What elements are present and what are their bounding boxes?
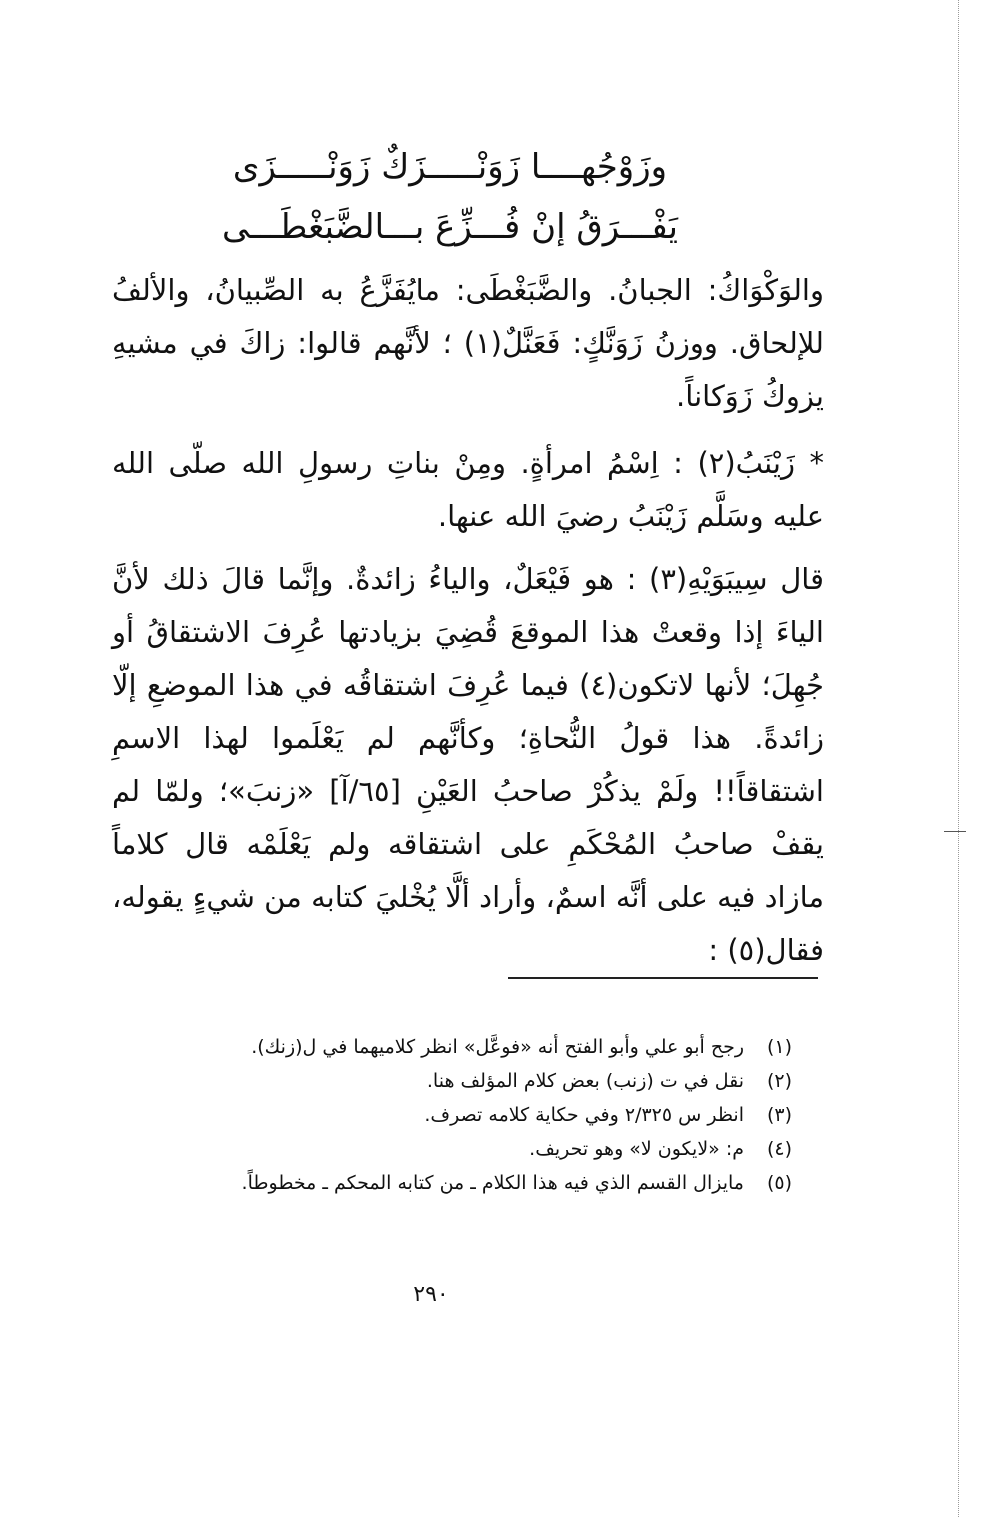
footnote-item [200,1098,792,1132]
footnote-item [200,1166,792,1200]
verse-line-1: وزَوْجُهــــا زَوَنْـــــزَكٌ زَوَنْـــــزَى [232,147,668,187]
footnote-text: انظر س ٢/٣٢٥ وفي حكاية كلامه تصرف. [424,1104,744,1126]
footnote-number: (١) [766,1036,792,1058]
footnote-number: (٤) [766,1138,792,1160]
footnote-item [200,1064,792,1098]
footnote-text: مايزال القسم الذي فيه هذا الكلام ـ من كتابه المحكم ـ مخطوطاً. [241,1172,744,1194]
footnote-separator [508,977,818,979]
footnote-text: نقل في ت (زنب) بعض كلام المؤلف هنا. [426,1070,744,1092]
verse-line-2: يَفْـــرَقُ إنْ فُـــزِّعَ بـــالضَّبَغْطَـــى [221,207,679,247]
footnote-number: (٥) [766,1172,792,1194]
paragraph-sibawayh: قال سِيبَوَيْهِ(٣) : هو فَيْعَلٌ، والياءُ زائدةٌ. وإنَّما قالَ ذلك لأنَّ الياءَ إذا وقعتْ هذا الموقعَ قُضِيَ بزيادتها عُرِفَ الاشتقاقُ أو جُهِلَ؛ لأنها لاتكون(٤) فيما عُرِفَ اشتقاقُه في هذا الموضعِ إلّا زائدةً. هذا قولُ النُّحاةِ؛ وكأنَّهم لم يَعْلَموا لهذا الاسمِ اشتقاقاً!! ولَمْ يذكُرْ صاحبُ العَيْنِ [٦٥/آ] «زنبَ»؛ ولمّا لم يقفْ صاحبُ المُحْكَمِ على اشتقاقه ولم يَعْلَمْه قال كلاماً مازاد فيه على أنَّه اسمٌ، وأراد ألَّا يُخْليَ كتابه من شيءٍ يقوله، فقال(٥) : [112,562,824,967]
footnote-text: رجح أبو علي وأبو الفتح أنه «فوعَّل» انظر كلاميهما في ل(زنك). [251,1036,744,1058]
footnote-item [200,1030,792,1064]
page-number: ٢٩٠ [413,1282,449,1307]
footnote-text: م: «لايكون لا» وهو تحريف. [529,1138,744,1160]
paragraph-wakwak: والوَكْوَاكُ: الجبانُ. والضَّبَغْطَى: مايُفَزَّعُ به الصِّبيانُ، والألفُ للإلحاق. ووزنُ زَوَنَّكٍ: فَعَنَّلٌ(١) ؛ لأنَّهم قالوا: زاكَ في مشيهِ يزوكُ زَوَكاناً. [112,273,824,413]
footnote-item [200,1132,792,1166]
paragraph-zaynab-entry: * زَيْنَبُ(٢) : اِسْمُ امرأةٍ. ومِنْ بناتِ رسولِ الله صلّى الله عليه وسَلَّم زَيْنَبُ رضيَ الله عنها. [112,446,824,533]
footnote-number: (٢) [766,1070,792,1092]
footnote-number: (٣) [766,1104,792,1126]
footnotes-list [200,1030,792,1200]
